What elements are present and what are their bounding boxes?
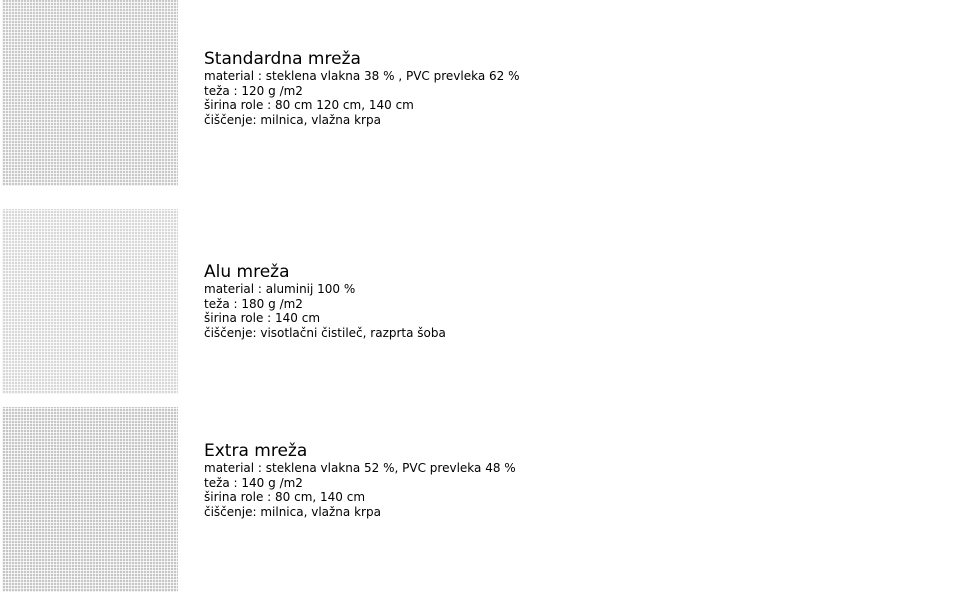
product-weight: teža : 180 g /m2 <box>204 296 303 311</box>
product-weight: teža : 120 g /m2 <box>204 83 303 98</box>
mesh-swatch-image <box>2 209 178 394</box>
mesh-swatch-image <box>2 407 178 592</box>
product-cleaning: čiščenje: visotlačni čistileč, razprta šoba <box>204 325 446 340</box>
product-alu <box>204 263 724 340</box>
product-material: material : aluminij 100 % <box>204 282 356 296</box>
product-extra <box>204 442 724 519</box>
product-title: Standardna mreža <box>204 49 361 69</box>
product-title: Extra mreža <box>204 441 308 461</box>
product-weight: teža : 140 g /m2 <box>204 475 303 490</box>
mesh-swatch-image <box>2 0 178 186</box>
product-standardna <box>204 50 724 127</box>
product-title: Alu mreža <box>204 262 290 282</box>
product-roll-width: širina role : 80 cm, 140 cm <box>204 490 366 504</box>
product-material: material : steklena vlakna 52 %, PVC prevleka 48 % <box>204 461 516 475</box>
product-roll-width: širina role : 80 cm 120 cm, 140 cm <box>204 98 414 112</box>
product-cleaning: čiščenje: milnica, vlažna krpa <box>204 112 381 127</box>
product-cleaning: čiščenje: milnica, vlažna krpa <box>204 504 381 519</box>
product-material: material : steklena vlakna 38 % , PVC prevleka 62 % <box>204 69 520 83</box>
product-roll-width: širina role : 140 cm <box>204 311 321 325</box>
